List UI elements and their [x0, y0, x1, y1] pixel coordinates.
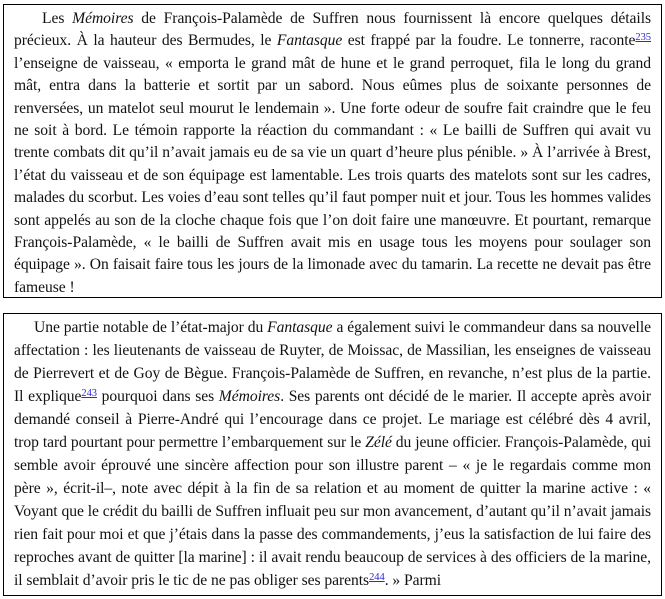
footnote-link-235[interactable]: 235 — [635, 32, 652, 44]
text-segment: . » Parmi — [384, 572, 441, 589]
text-segment: de François-Palamède de Suffren nous fournissent là encore quelques détails précieux. À la hauteur des Bermudes, le — [14, 10, 651, 50]
paragraph-2 — [14, 316, 651, 592]
text-segment: Une partie notable de l’état-major du — [34, 319, 268, 336]
text-segment: pourquoi dans ses — [96, 388, 219, 405]
italic-text: Mémoires — [72, 10, 134, 27]
excerpt-box-1 — [3, 4, 662, 298]
footnote-link-244[interactable]: 244 — [369, 572, 385, 583]
footnote-link-243[interactable]: 243 — [81, 388, 97, 399]
italic-text: Zélé — [365, 434, 392, 451]
excerpt-box-2 — [3, 313, 662, 596]
text-segment: . Ses parents ont décidé de le marier. Il accepte après avoir demandé conseil à Pierre-André qui l’encourage dans ce projet. Le mariage est célébré dès 4 avril, trop tard pourtant pour permettre l’embarquement sur le — [14, 388, 651, 451]
text-segment: Les — [42, 10, 73, 27]
text-segment: du jeune officier. François-Palamède, qui semble avoir éprouvé une sincère affection pour son illustre parent – « je le regardais comme mon père », écrit-il–, note avec dépit à la fin de sa relation et au moment de quitter la marine active : « Voyant que le crédit du bailli de Suffren influait peu sur mon avancement, d’autant qu’il n’avait jamais rien fait pour moi et que j’étais dans la passe des commandements, j’eus la satisfaction de lui faire des reproches avant de quitter [la marine] : il avait rendu beaucoup de services à des officiers de la marine, il semblait d’avoir pris le tic de ne pas obliger ses parents — [14, 434, 651, 589]
italic-text: Fantasque — [276, 32, 343, 50]
paragraph-1 — [14, 8, 651, 299]
italic-text: Mémoires — [218, 388, 281, 405]
text-segment: l’enseigne de vaisseau, « emporta le grand mât de hune et le grand perroquet, fila le long du grand mât, entra dans la batterie et sortit par un sabord. Nous eûmes plus de soixante personnes de renversées, un matelot seul mourut le lendemain ». Une forte odeur de soufre fait craindre que le feu ne soit à bord. Le témoin rapporte la réaction du commandant : « Le bailli de Suffren qui avait vu trente combats dit qu’il n’avait jamais eu de sa vie un quart d’heure plus pénible. » À l’arrivée à Brest, l’état du vaisseau et de son équipage est lamentable. Les trois quarts des matelots sont sur les cadres, malades du scorbut. Les voies d’eau sont telles qu’il faut pomper nuit et jour. Tous les hommes valides sont appelés au son de la cloche chaque fois que l’on doit faire une manœuvre. Et pourtant, remarque François-Palamède, « le bailli de Suffren avait mis en usage tous les moyens pour soulager son équipage ». On faisait faire tous les jours de la limonade avec du tamarin. La recette ne devait pas être fameuse ! — [14, 54, 651, 296]
italic-text: Fantasque — [267, 319, 333, 336]
text-segment: a également suivi le commandeur dans sa nouvelle affectation : les lieutenants de vaisseau de Ruyter, de Moissac, de Massilian, les enseignes de vaisseau de Pierrevert et de Goy de Bègue. François-Palamède de Suffren, en revanche, n’est plus de la partie. Il explique — [14, 319, 651, 405]
text-segment: est frappé par la foudre. Le tonnerre, raconte — [342, 32, 636, 50]
